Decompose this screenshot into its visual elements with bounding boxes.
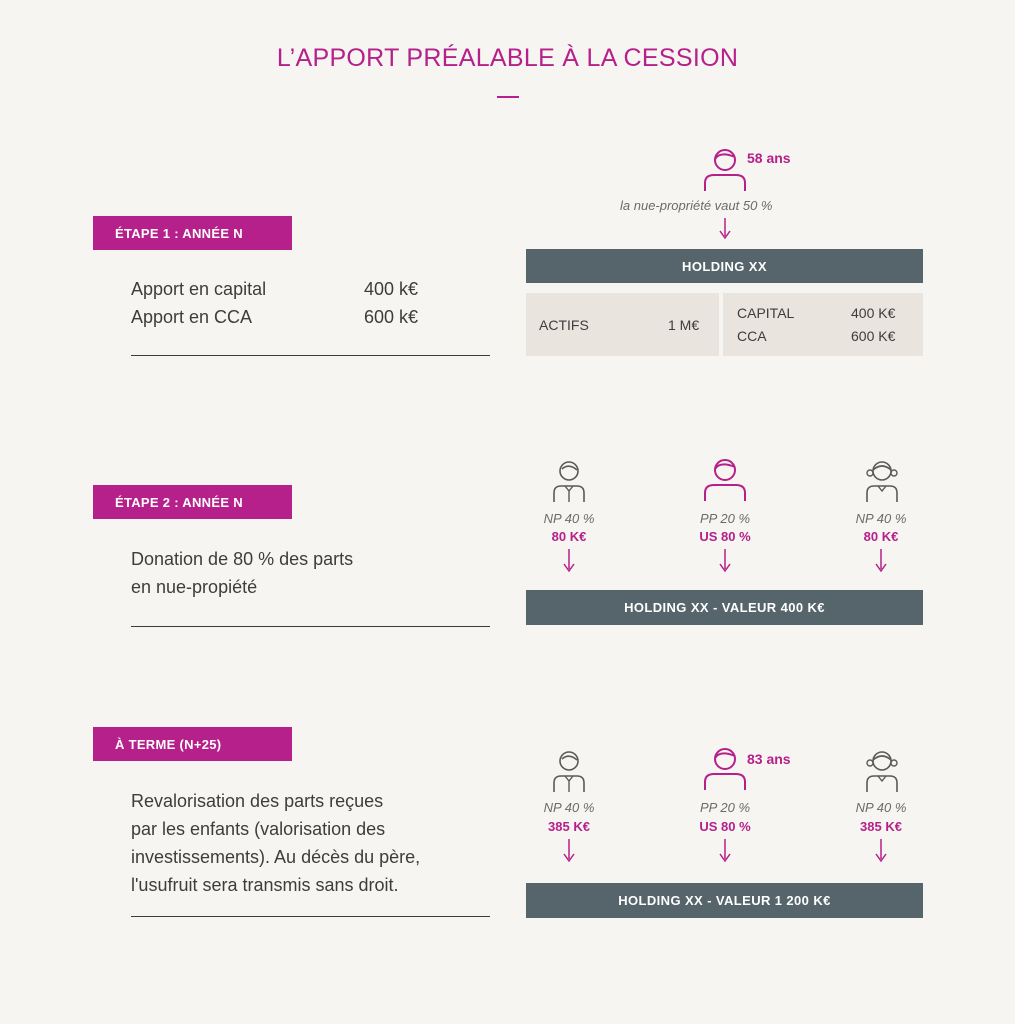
page-title: L’APPORT PRÉALABLE À LA CESSION bbox=[276, 44, 739, 72]
step1-row-capital-value: 400 k€ bbox=[364, 279, 419, 299]
arrow-down-icon bbox=[875, 549, 887, 578]
step2-daughter-value: 80 K€ bbox=[863, 529, 899, 544]
arrow-down-icon bbox=[719, 549, 731, 578]
son-icon bbox=[549, 748, 589, 794]
capital-value: 400 K€ bbox=[851, 305, 896, 321]
step1-holding-bar: HOLDING XX bbox=[526, 249, 923, 283]
passif-cell bbox=[723, 293, 923, 356]
step3-label: À TERME (N+25) bbox=[93, 727, 292, 761]
arrow-down-icon bbox=[719, 839, 731, 868]
step1-row-capital-label: Apport en capital bbox=[131, 279, 267, 299]
step2-son-value: 80 K€ bbox=[551, 529, 587, 544]
step3-divider bbox=[131, 916, 490, 917]
step3-son-value: 385 K€ bbox=[548, 819, 590, 834]
step2-father-share: PP 20 % bbox=[699, 511, 751, 526]
arrow-down-icon bbox=[875, 839, 887, 868]
step2-daughter-share: NP 40 % bbox=[855, 511, 907, 526]
step1-label: ÉTAPE 1 : ANNÉE N bbox=[93, 216, 292, 250]
father-icon bbox=[702, 455, 748, 503]
step1-age: 58 ans bbox=[747, 150, 791, 166]
step1-note: la nue-propriété vaut 50 % bbox=[620, 198, 773, 213]
actifs-cell bbox=[526, 293, 719, 356]
step3-daughter-share: NP 40 % bbox=[855, 800, 907, 815]
actifs-value: 1 M€ bbox=[668, 317, 700, 333]
arrow-down-icon bbox=[563, 839, 575, 868]
step2-son-share: NP 40 % bbox=[543, 511, 595, 526]
daughter-icon bbox=[861, 748, 903, 794]
step1-row-cca-value: 600 k€ bbox=[364, 307, 419, 327]
step2-desc-line2: en nue-propiété bbox=[131, 577, 258, 597]
step1-row-cca-label: Apport en CCA bbox=[131, 307, 253, 327]
father-icon bbox=[702, 744, 748, 792]
cca-value: 600 K€ bbox=[851, 328, 896, 344]
step3-daughter-value: 385 K€ bbox=[860, 819, 902, 834]
step3-desc-line3: investissements). Au décès du père, bbox=[131, 847, 421, 867]
step3-age: 83 ans bbox=[747, 751, 791, 767]
step3-desc-line4: l'usufruit sera transmis sans droit. bbox=[131, 875, 399, 895]
capital-label: CAPITAL bbox=[737, 305, 795, 321]
step3-desc-line1: Revalorisation des parts reçues bbox=[131, 791, 384, 811]
cca-label: CCA bbox=[737, 328, 767, 344]
daughter-icon bbox=[861, 458, 903, 504]
step2-holding-bar: HOLDING XX - VALEUR 400 K€ bbox=[526, 590, 923, 625]
step3-son-share: NP 40 % bbox=[543, 800, 595, 815]
step1-divider bbox=[131, 355, 490, 356]
father-icon bbox=[702, 145, 748, 193]
actifs-label: ACTIFS bbox=[539, 317, 589, 333]
step3-father-share: PP 20 % bbox=[699, 800, 751, 815]
step2-father-usufruct: US 80 % bbox=[699, 529, 751, 544]
arrow-down-icon bbox=[719, 218, 731, 245]
step2-divider bbox=[131, 626, 490, 627]
step3-holding-bar: HOLDING XX - VALEUR 1 200 K€ bbox=[526, 883, 923, 918]
step3-father-usufruct: US 80 % bbox=[699, 819, 751, 834]
step2-desc-line1: Donation de 80 % des parts bbox=[131, 549, 354, 569]
son-icon bbox=[549, 458, 589, 504]
title-underline bbox=[497, 96, 519, 98]
step3-desc-line2: par les enfants (valorisation des bbox=[131, 819, 386, 839]
step2-label: ÉTAPE 2 : ANNÉE N bbox=[93, 485, 292, 519]
arrow-down-icon bbox=[563, 549, 575, 578]
